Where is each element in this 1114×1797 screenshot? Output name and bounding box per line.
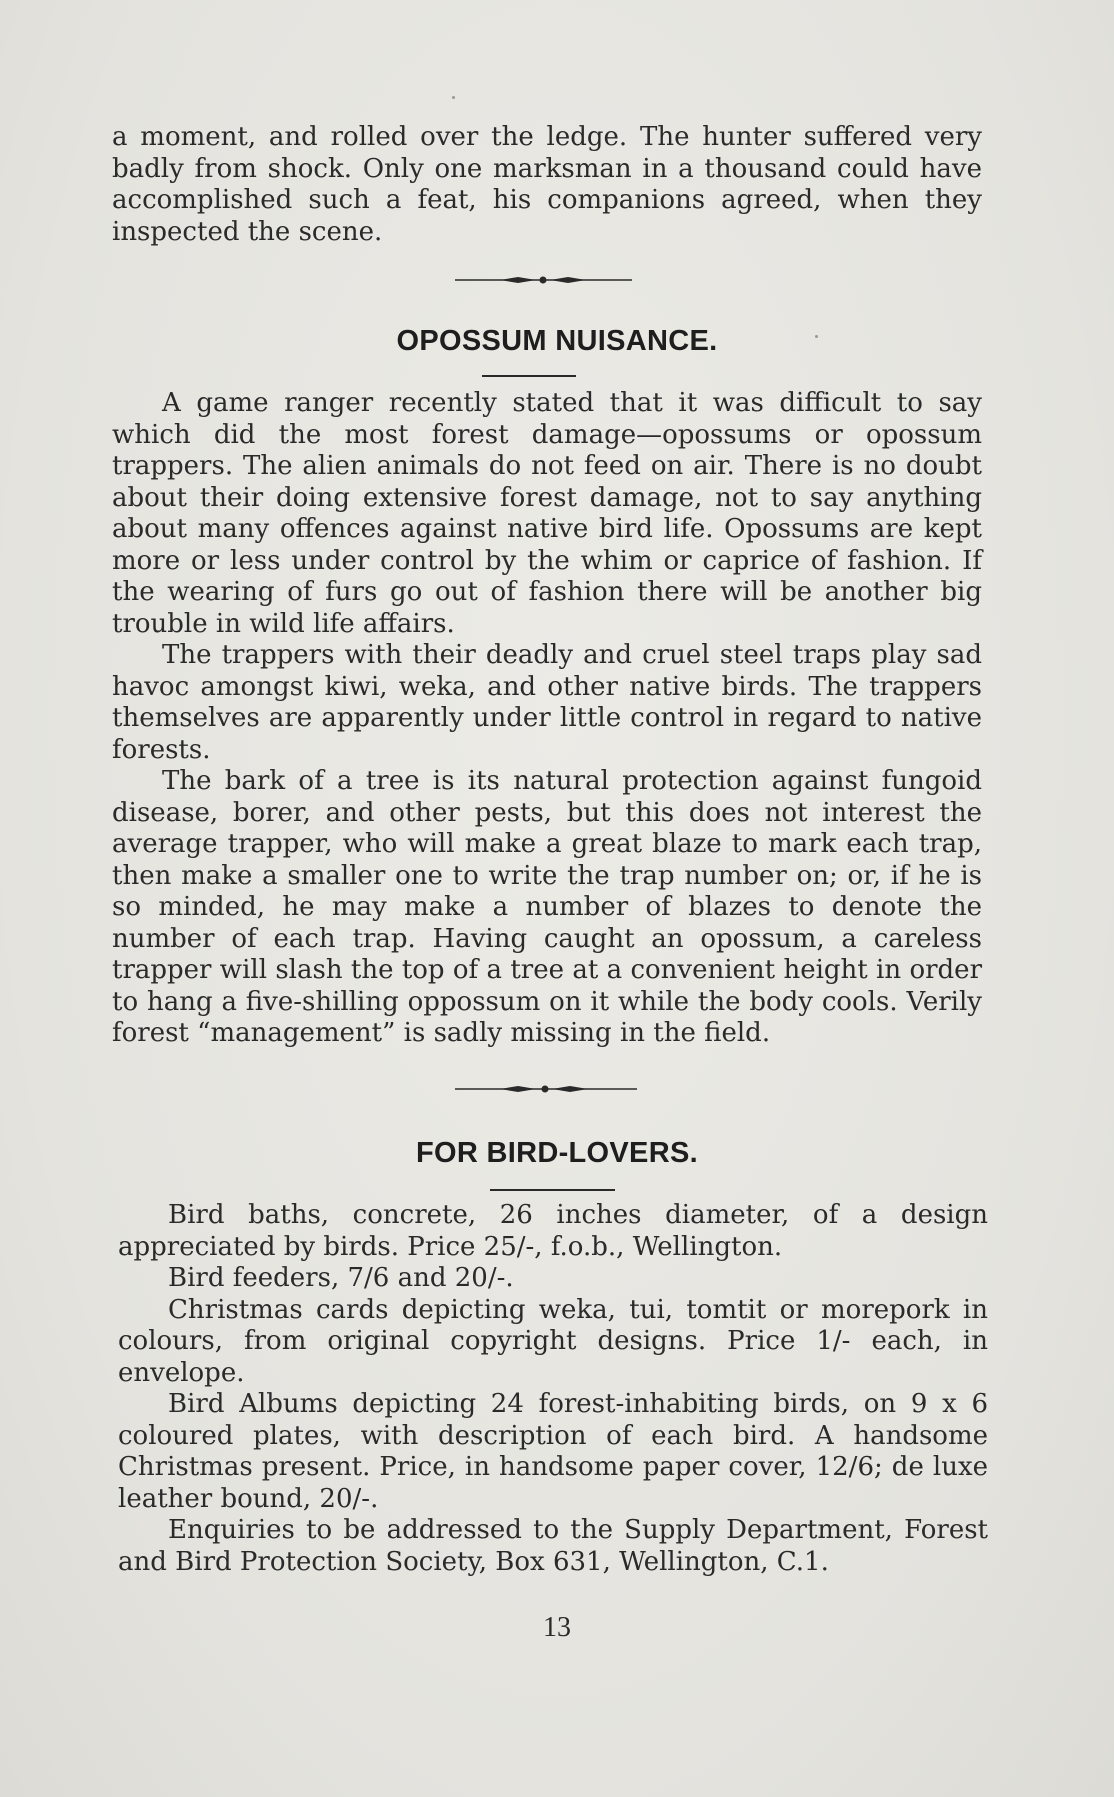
list-item: Enquiries to be addressed to the Supply Department, Forest and Bird Protection Society, Box 631, Wellington, C.1. [118, 1515, 988, 1577]
ornament-divider [0, 270, 1114, 290]
page-number: 13 [543, 1612, 571, 1643]
paper-speck [452, 96, 455, 99]
list-item: Bird baths, concrete, 26 inches diameter, of a design appreciated by birds. Price 25/-, f.o.b., Wellington. [118, 1200, 988, 1262]
section-heading-bird-lovers: FOR BIRD-LOVERS. [416, 1137, 698, 1169]
list-item: Bird Albums depicting 24 forest-inhabiting birds, on 9 x 6 coloured plates, with description of each bird. A handsome Christmas present. Price, in handsome paper cover, 12/6; de luxe leather bound, 20/-. [118, 1389, 988, 1514]
opossum-article [112, 388, 982, 1050]
list-item: Christmas cards depicting weka, tui, tomtit or morepork in colours, from original copyright designs. Price 1/- each, in envelope. [118, 1294, 988, 1388]
heading-underline [490, 1189, 615, 1191]
paragraph: A game ranger recently stated that it was difficult to say which did the most forest damage—opossums or opossum trappers. The alien animals do not feed on air. There is no doubt about their doing extensive forest damage, not to say anything about many offences against native bird life. Opossums are kept more or less under control by the whim or caprice of fashion. If the wearing of furs go out of fashion there will be another big trouble in wild life affairs. [112, 388, 982, 639]
ornament-divider [0, 1079, 1114, 1099]
continuation-paragraph: a moment, and rolled over the ledge. The hunter suffered very badly from shock. Only one marksman in a thousand could have accomplished such a feat, his companions agreed, when they inspected the scene. [112, 122, 982, 247]
article-continuation [112, 122, 982, 248]
paragraph: The bark of a tree is its natural protection against fungoid disease, borer, and other pests, but this does not interest the average trapper, who will make a great blaze to mark each trap, then make a smaller one to write the trap number on; or, if he is so minded, he may make a number of blazes to denote the number of each trap. Having caught an opossum, a careless trapper will slash the top of a tree at a convenient height in order to hang a five-shilling oppossum on it while the body cools. Verily forest “management” is sadly missing in the field. [112, 766, 982, 1048]
heading-underline [482, 375, 576, 377]
list-item: Bird feeders, 7/6 and 20/-. [168, 1263, 514, 1293]
bird-lovers-list [118, 1200, 988, 1578]
section-heading-opossum: OPOSSUM NUISANCE. [396, 325, 718, 357]
paragraph: The trappers with their deadly and cruel steel traps play sad havoc amongst kiwi, weka, and other native birds. The trappers themselves are apparently under little control in regard to native forests. [112, 640, 982, 765]
